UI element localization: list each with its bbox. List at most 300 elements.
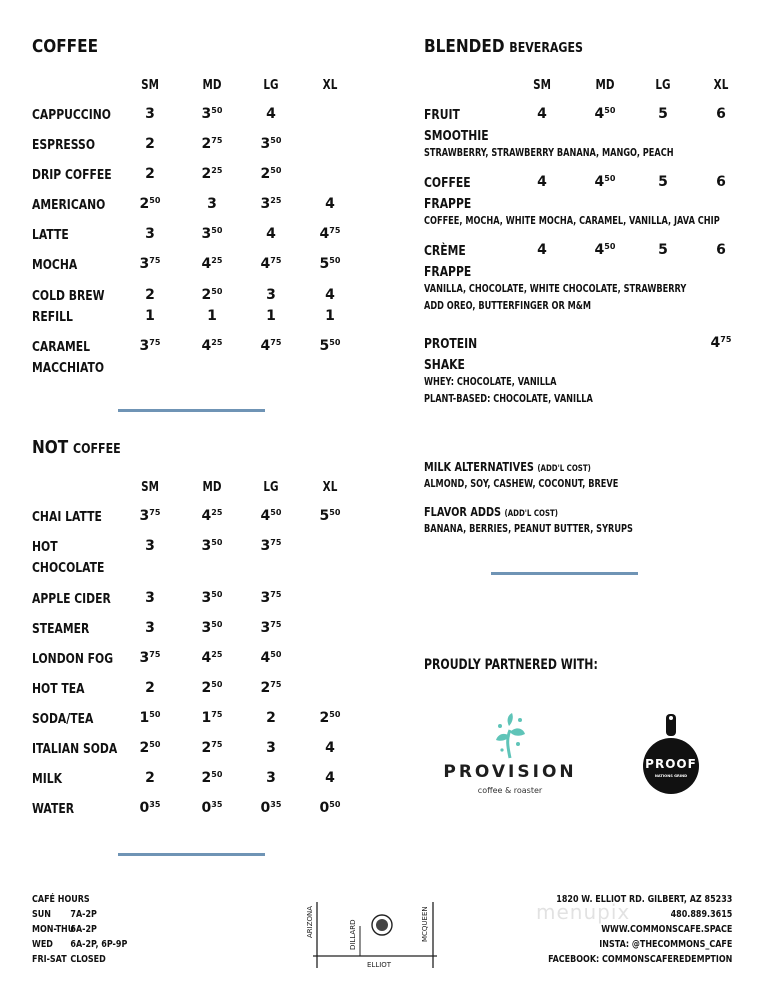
price (249, 196, 293, 212)
price-cents: 75 (720, 335, 732, 344)
menu-item-name-line: SMOOTHIE (424, 128, 489, 144)
price-cents: 35 (211, 800, 223, 809)
price-cents: 50 (329, 508, 341, 517)
price (641, 174, 685, 190)
price (128, 590, 172, 606)
price-whole: 4 (710, 335, 721, 351)
price-whole: 2 (201, 166, 212, 182)
price (190, 338, 234, 354)
price-cents: 50 (329, 800, 341, 809)
price (699, 335, 743, 351)
price-cents: 50 (270, 650, 282, 659)
price-cents: 50 (149, 740, 161, 749)
price (128, 106, 172, 122)
menu-item-name-line: COLD BREW (32, 288, 105, 304)
hours-row (32, 937, 127, 952)
price (249, 308, 293, 324)
price (308, 256, 352, 272)
price (249, 287, 293, 303)
menu-item-name (424, 105, 489, 147)
address: 1820 W. ELLIOT RD. GILBERT, AZ 85233 (555, 894, 732, 905)
price-cents: 50 (211, 106, 223, 115)
price-whole: 3 (139, 256, 150, 272)
not-coffee-heading (32, 437, 121, 458)
price (128, 287, 172, 303)
price-cents: 75 (270, 590, 282, 599)
menu-item-name-line: WATER (32, 801, 75, 817)
price (128, 226, 172, 242)
price (308, 770, 352, 786)
price-whole: 4 (201, 508, 212, 524)
price-whole: 3 (266, 740, 276, 756)
menu-item-name (32, 105, 111, 126)
price-whole: 6 (716, 106, 726, 122)
price-cents: 75 (270, 680, 282, 689)
not-coffee-heading-b: COFFEE (72, 442, 121, 457)
price-cents: 75 (149, 338, 161, 347)
price-cents: 50 (604, 174, 616, 183)
proof-tagline: NATIONS GRIND (654, 774, 688, 778)
price-whole: 3 (145, 620, 155, 636)
menu-item-name (32, 135, 95, 156)
price-whole: 2 (266, 710, 276, 726)
price (190, 620, 234, 636)
proof-wordmark: PROOF (645, 757, 697, 771)
price-whole: 3 (260, 136, 271, 152)
price (308, 338, 352, 354)
price-whole: 1 (266, 308, 276, 324)
menu-item-name-line: MILK (32, 771, 63, 787)
size-header-lg: LG (655, 78, 671, 93)
price-whole: 1 (207, 308, 217, 324)
price (128, 338, 172, 354)
hours-time: CLOSED (70, 954, 106, 965)
menu-item-name-line: FRAPPE (424, 264, 472, 280)
menu-item-name (32, 286, 105, 307)
extras-divider (491, 572, 638, 575)
price (249, 590, 293, 606)
menu-item-description: VANILLA, CHOCOLATE, WHITE CHOCOLATE, STRAWBERRY (424, 283, 687, 295)
price (249, 800, 293, 816)
coffee-divider (118, 409, 265, 412)
menu-item-name (32, 255, 77, 276)
price (249, 338, 293, 354)
price-cents: 50 (211, 538, 223, 547)
price (128, 508, 172, 524)
price (190, 710, 234, 726)
price-whole: 3 (201, 226, 212, 242)
price (190, 800, 234, 816)
price (128, 620, 172, 636)
partners-title: PROUDLY PARTNERED WITH: (424, 657, 598, 673)
coffee-heading: COFFEE (32, 36, 99, 57)
menu-item-name (32, 799, 74, 820)
price (190, 538, 234, 554)
price-cents: 75 (211, 710, 223, 719)
menu-item-name (32, 589, 111, 610)
price-cents: 50 (211, 590, 223, 599)
hours-day: WED (32, 939, 53, 950)
hours-time: 7A-2P (70, 909, 97, 920)
price-whole: 4 (594, 174, 605, 190)
menu-item-name-line: HOT (32, 539, 58, 555)
price (308, 800, 352, 816)
price (249, 680, 293, 696)
price (699, 242, 743, 258)
price (128, 196, 172, 212)
map-label-mcqueen: MCQUEEN (421, 906, 429, 942)
not-coffee-heading-a: NOT (32, 437, 69, 458)
price-whole: 3 (139, 508, 150, 524)
price-cents: 50 (270, 136, 282, 145)
price (249, 650, 293, 666)
size-header-md: MD (595, 78, 615, 93)
price (699, 106, 743, 122)
size-header-md: MD (202, 78, 222, 93)
flavor-adds-note: (ADD'L COST) (504, 509, 559, 519)
price-cents: 75 (149, 650, 161, 659)
price (520, 242, 564, 258)
price-whole: 3 (201, 620, 212, 636)
price (128, 740, 172, 756)
blended-heading-b: BEVERAGES (509, 41, 583, 56)
price (190, 196, 234, 212)
menu-item-name-line: HOT TEA (32, 681, 85, 697)
blended-heading-a: BLENDED (424, 36, 505, 57)
price (249, 226, 293, 242)
menu-item-name-line: CRÈME (424, 243, 466, 259)
price-whole: 5 (658, 242, 668, 258)
price-whole: 2 (201, 770, 212, 786)
menu-item-name-line: APPLE CIDER (32, 591, 111, 607)
price-whole: 1 (201, 710, 212, 726)
map-label-dillard: DILLARD (349, 919, 357, 950)
menu-item-name-line: LONDON FOG (32, 651, 114, 667)
price (128, 710, 172, 726)
price-whole: 4 (260, 650, 271, 666)
not-coffee-divider (118, 853, 265, 856)
price-whole: 3 (139, 338, 150, 354)
price-whole: 5 (658, 106, 668, 122)
price-whole: 4 (260, 508, 271, 524)
price-whole: 4 (325, 196, 335, 212)
price (190, 226, 234, 242)
menu-item-name-line: SODA/TEA (32, 711, 94, 727)
menu-item-name-line: ESPRESSO (32, 137, 96, 153)
price-whole: 3 (201, 538, 212, 554)
menu-item-name (32, 537, 104, 579)
price (583, 174, 627, 190)
price-whole: 4 (594, 242, 605, 258)
price-whole: 1 (145, 308, 155, 324)
price-whole: 3 (207, 196, 217, 212)
price-whole: 2 (201, 680, 212, 696)
price (128, 650, 172, 666)
price-cents: 50 (211, 620, 223, 629)
flavor-adds-title (424, 503, 558, 523)
facebook-link[interactable]: FACEBOOK: COMMONSCAFEREDEMPTION (547, 954, 732, 965)
price (128, 308, 172, 324)
price-cents: 50 (604, 242, 616, 251)
price (249, 620, 293, 636)
price (641, 106, 685, 122)
menu-item-name (32, 337, 104, 379)
price-cents: 75 (270, 256, 282, 265)
price (249, 508, 293, 524)
menu-item-name (32, 165, 112, 186)
price-whole: 3 (201, 106, 212, 122)
menu-item-name-line: STEAMER (32, 621, 90, 637)
menu-item-name-line: AMERICANO (32, 197, 106, 213)
price-cents: 50 (211, 287, 223, 296)
price (128, 538, 172, 554)
price-whole: 4 (537, 242, 547, 258)
menu-item-name-line: MACCHIATO (32, 360, 105, 376)
menu-item-description: PLANT-BASED: CHOCOLATE, VANILLA (424, 393, 593, 405)
provision-leaf-icon (490, 712, 530, 760)
price (249, 770, 293, 786)
price (190, 136, 234, 152)
size-header-xl: XL (322, 480, 338, 495)
milk-alternatives-title (424, 458, 591, 478)
menu-item-name (32, 739, 117, 760)
size-header-xl: XL (322, 78, 338, 93)
price (641, 242, 685, 258)
price-whole: 4 (319, 226, 330, 242)
price-whole: 2 (145, 166, 155, 182)
price (128, 136, 172, 152)
price-whole: 2 (139, 196, 150, 212)
price-whole: 4 (260, 256, 271, 272)
hours-row (32, 952, 127, 967)
map-label-arizona: ARIZONA (306, 905, 314, 938)
price-whole: 3 (201, 590, 212, 606)
price-whole: 4 (266, 106, 276, 122)
hours-day: FRI-SAT (32, 954, 67, 965)
price (190, 508, 234, 524)
price-whole: 2 (139, 740, 150, 756)
price-whole: 2 (145, 770, 155, 786)
menu-item-name (32, 709, 93, 730)
price-whole: 0 (319, 800, 330, 816)
price-cents: 50 (329, 338, 341, 347)
menu-item-name-line: PROTEIN (424, 336, 478, 352)
price (190, 770, 234, 786)
price-cents: 75 (329, 226, 341, 235)
price-whole: 3 (145, 226, 155, 242)
price (308, 196, 352, 212)
size-header-sm: SM (141, 480, 159, 495)
hours-day: SUN (32, 909, 51, 920)
hours-row (32, 922, 127, 937)
menu-item-name (424, 334, 477, 376)
website-link[interactable]: WWW.COMMONSCAFE.SPACE (600, 924, 732, 935)
price (190, 650, 234, 666)
price-cents: 25 (270, 196, 282, 205)
map-label-elliot: ELLIOT (367, 961, 392, 969)
price (520, 106, 564, 122)
price-cents: 50 (329, 710, 341, 719)
price (128, 256, 172, 272)
menu-item-name-line: COFFEE (424, 175, 471, 191)
price-cents: 75 (270, 620, 282, 629)
menu-item-name-line: FRAPPE (424, 196, 472, 212)
price (308, 287, 352, 303)
price-cents: 50 (149, 710, 161, 719)
menu-item-description: STRAWBERRY, STRAWBERRY BANANA, MANGO, PEACH (424, 147, 674, 159)
price (128, 166, 172, 182)
price (249, 538, 293, 554)
menu-item-name (424, 173, 471, 215)
menu-item-name (32, 225, 69, 246)
phone: 480.889.3615 (670, 909, 732, 920)
price-whole: 4 (201, 256, 212, 272)
size-header-lg: LG (263, 480, 279, 495)
price-whole: 2 (145, 136, 155, 152)
hours-time: 6A-2P, 6P-9P (70, 939, 128, 950)
price-cents: 75 (211, 136, 223, 145)
price-whole: 4 (201, 650, 212, 666)
price-cents: 25 (211, 256, 223, 265)
menu-item-name-line: CHOCOLATE (32, 560, 105, 576)
price-whole: 4 (266, 226, 276, 242)
price-cents: 50 (211, 680, 223, 689)
provision-logo (438, 712, 582, 802)
price (190, 308, 234, 324)
menu-item-description: COFFEE, MOCHA, WHITE MOCHA, CARAMEL, VANILLA, JAVA CHIP (424, 215, 720, 227)
milk-alt-label: MILK ALTERNATIVES (424, 459, 534, 474)
price-whole: 3 (260, 590, 271, 606)
instagram-link[interactable]: INSTA: @THECOMMONS_CAFE (598, 939, 732, 950)
menu-item-name-line: CAPPUCCINO (32, 107, 111, 123)
price-cents: 75 (270, 538, 282, 547)
price-whole: 2 (201, 136, 212, 152)
price (190, 287, 234, 303)
menu-item-name-line: FRUIT (424, 107, 460, 123)
hours-row (32, 907, 127, 922)
price-whole: 5 (658, 174, 668, 190)
menu-item-name (32, 307, 73, 328)
menu-item-name-line: ITALIAN SODA (32, 741, 118, 757)
menu-item-description: ADD OREO, BUTTERFINGER OR M&M (424, 300, 592, 312)
provision-tagline: coffee & roaster (477, 786, 543, 795)
watermark: menupix (536, 900, 631, 924)
price-whole: 5 (319, 256, 330, 272)
size-header-lg: LG (263, 78, 279, 93)
price-whole: 3 (145, 106, 155, 122)
size-header-xl: XL (713, 78, 729, 93)
price-whole: 4 (325, 770, 335, 786)
price-whole: 2 (201, 287, 212, 303)
price-whole: 1 (139, 710, 150, 726)
price-cents: 75 (211, 740, 223, 749)
price-whole: 3 (266, 770, 276, 786)
price (583, 106, 627, 122)
price-cents: 25 (211, 166, 223, 175)
price (190, 740, 234, 756)
price-whole: 3 (260, 620, 271, 636)
price-whole: 1 (325, 308, 335, 324)
location-map (305, 898, 447, 976)
price-whole: 4 (325, 287, 335, 303)
flavor-adds-label: FLAVOR ADDS (424, 504, 502, 519)
price (128, 770, 172, 786)
price-whole: 4 (325, 740, 335, 756)
menu-item-name-line: REFILL (32, 309, 73, 325)
price (249, 166, 293, 182)
price-whole: 3 (145, 538, 155, 554)
milk-alt-note: (ADD'L COST) (537, 464, 591, 474)
menu-item-name-line: SHAKE (424, 357, 465, 373)
price-cents: 50 (149, 196, 161, 205)
price-whole: 2 (260, 166, 271, 182)
price-whole: 6 (716, 242, 726, 258)
price (128, 680, 172, 696)
price-whole: 0 (260, 800, 271, 816)
menu-item-name-line: CHAI LATTE (32, 509, 102, 525)
price (583, 242, 627, 258)
menu-item-name-line: MOCHA (32, 257, 78, 273)
menu-item-description: WHEY: CHOCOLATE, VANILLA (424, 376, 557, 388)
price (249, 740, 293, 756)
price-cents: 50 (270, 166, 282, 175)
price-whole: 2 (201, 740, 212, 756)
provision-wordmark: PROVISION (443, 762, 577, 782)
price-whole: 2 (145, 287, 155, 303)
price-whole: 6 (716, 174, 726, 190)
flavor-adds-list: BANANA, BERRIES, PEANUT BUTTER, SYRUPS (424, 523, 633, 535)
menu-item-name (32, 195, 105, 216)
size-header-md: MD (202, 480, 222, 495)
menu-item-name (32, 649, 113, 670)
price-whole: 4 (594, 106, 605, 122)
menu-item-name-line: LATTE (32, 227, 69, 243)
price-whole: 3 (266, 287, 276, 303)
price-whole: 2 (319, 710, 330, 726)
price (308, 710, 352, 726)
price (190, 166, 234, 182)
proof-logo (643, 714, 699, 798)
hours-title: CAFÉ HOURS (32, 894, 90, 905)
blended-heading (424, 36, 583, 57)
price-cents: 50 (270, 508, 282, 517)
price (249, 256, 293, 272)
price-cents: 35 (149, 800, 161, 809)
price-cents: 50 (211, 770, 223, 779)
price (520, 174, 564, 190)
price-whole: 0 (139, 800, 150, 816)
price (308, 508, 352, 524)
price (249, 710, 293, 726)
price-whole: 4 (260, 338, 271, 354)
price-whole: 2 (145, 680, 155, 696)
price-cents: 75 (149, 256, 161, 265)
price (190, 680, 234, 696)
price-whole: 3 (260, 196, 271, 212)
price-whole: 2 (260, 680, 271, 696)
hours-day: MON-THU (32, 924, 75, 935)
price (128, 800, 172, 816)
menu-item-name (32, 769, 62, 790)
price-whole: 5 (319, 508, 330, 524)
price-cents: 75 (149, 508, 161, 517)
size-header-sm: SM (141, 78, 159, 93)
price-whole: 3 (260, 538, 271, 554)
price-cents: 50 (329, 256, 341, 265)
price-cents: 35 (270, 800, 282, 809)
price-whole: 4 (201, 338, 212, 354)
price (308, 740, 352, 756)
